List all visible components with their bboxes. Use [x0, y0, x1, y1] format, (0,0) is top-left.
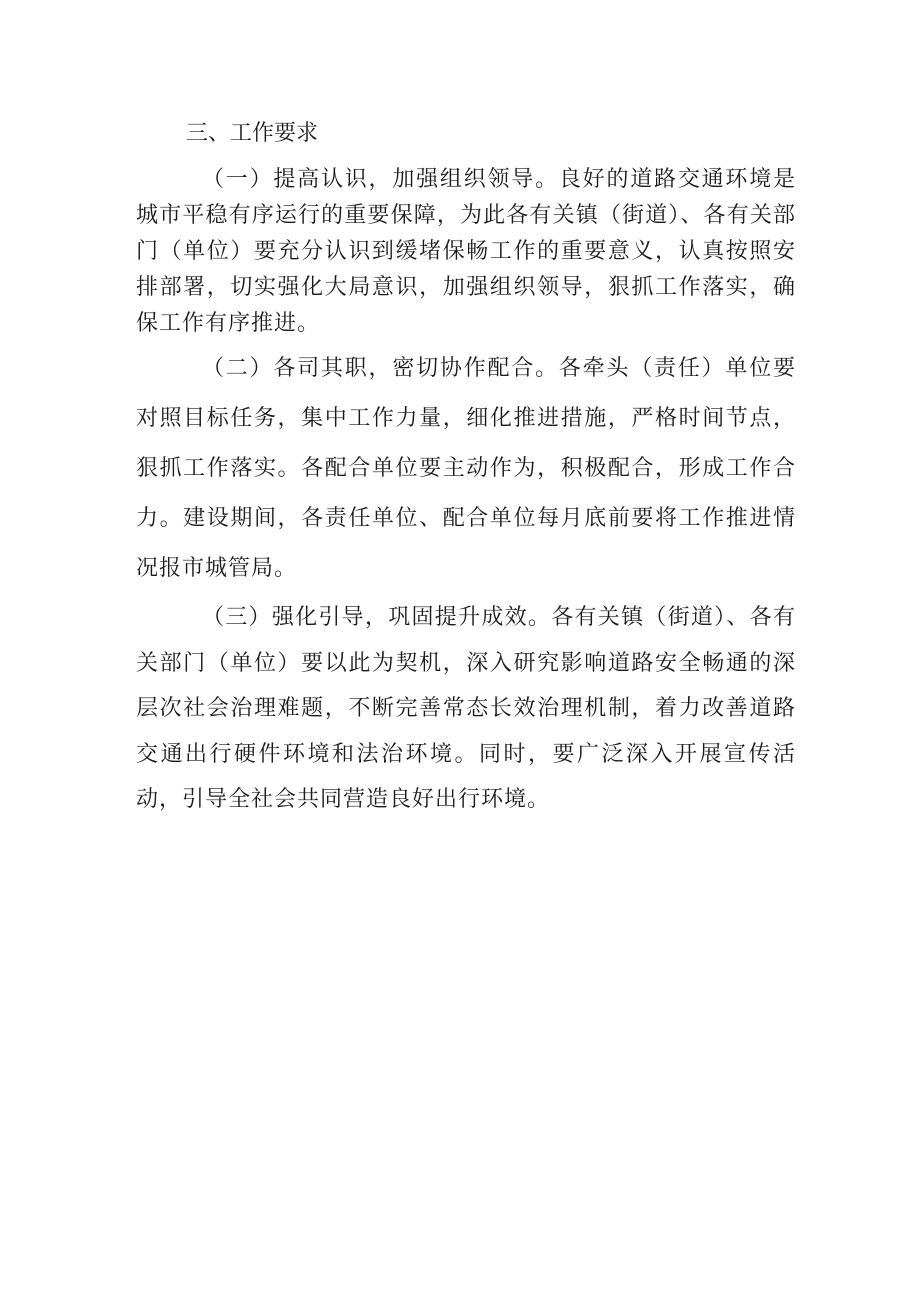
paragraph-1: （一）提高认识，加强组织领导。良好的道路交通环境是城市平稳有序运行的重要保障，为此各有关镇（街道）、各有关部门（单位）要充分认识到缓堵保畅工作的重要意义，认真按照安排部署，切实强化大局意识，加强组织领导，狠抓工作落实，确保工作有序推进。 — [136, 167, 796, 336]
document-body — [136, 112, 796, 823]
paragraph-3: （三）强化引导，巩固提升成效。各有关镇（街道）、各有关部门（单位）要以此为契机，深入研究影响道路安全畅通的深层次社会治理难题，不断完善常态长效治理机制，着力改善道路交通出行硬件环境和法治环境。同时，要广泛深入开展宣传活动，引导全社会共同营造良好出行环境。 — [136, 605, 796, 812]
section-heading: 三、工作要求 — [186, 121, 319, 146]
paragraph-2: （二）各司其职，密切协作配合。各牵头（责任）单位要对照目标任务，集中工作力量，细化推进措施，严格时间节点，狠抓工作落实。各配合单位要主动作为，积极配合，形成工作合力。建设期间，各责任单位、配合单位每月底前要将工作推进情况报市城管局。 — [136, 356, 796, 581]
